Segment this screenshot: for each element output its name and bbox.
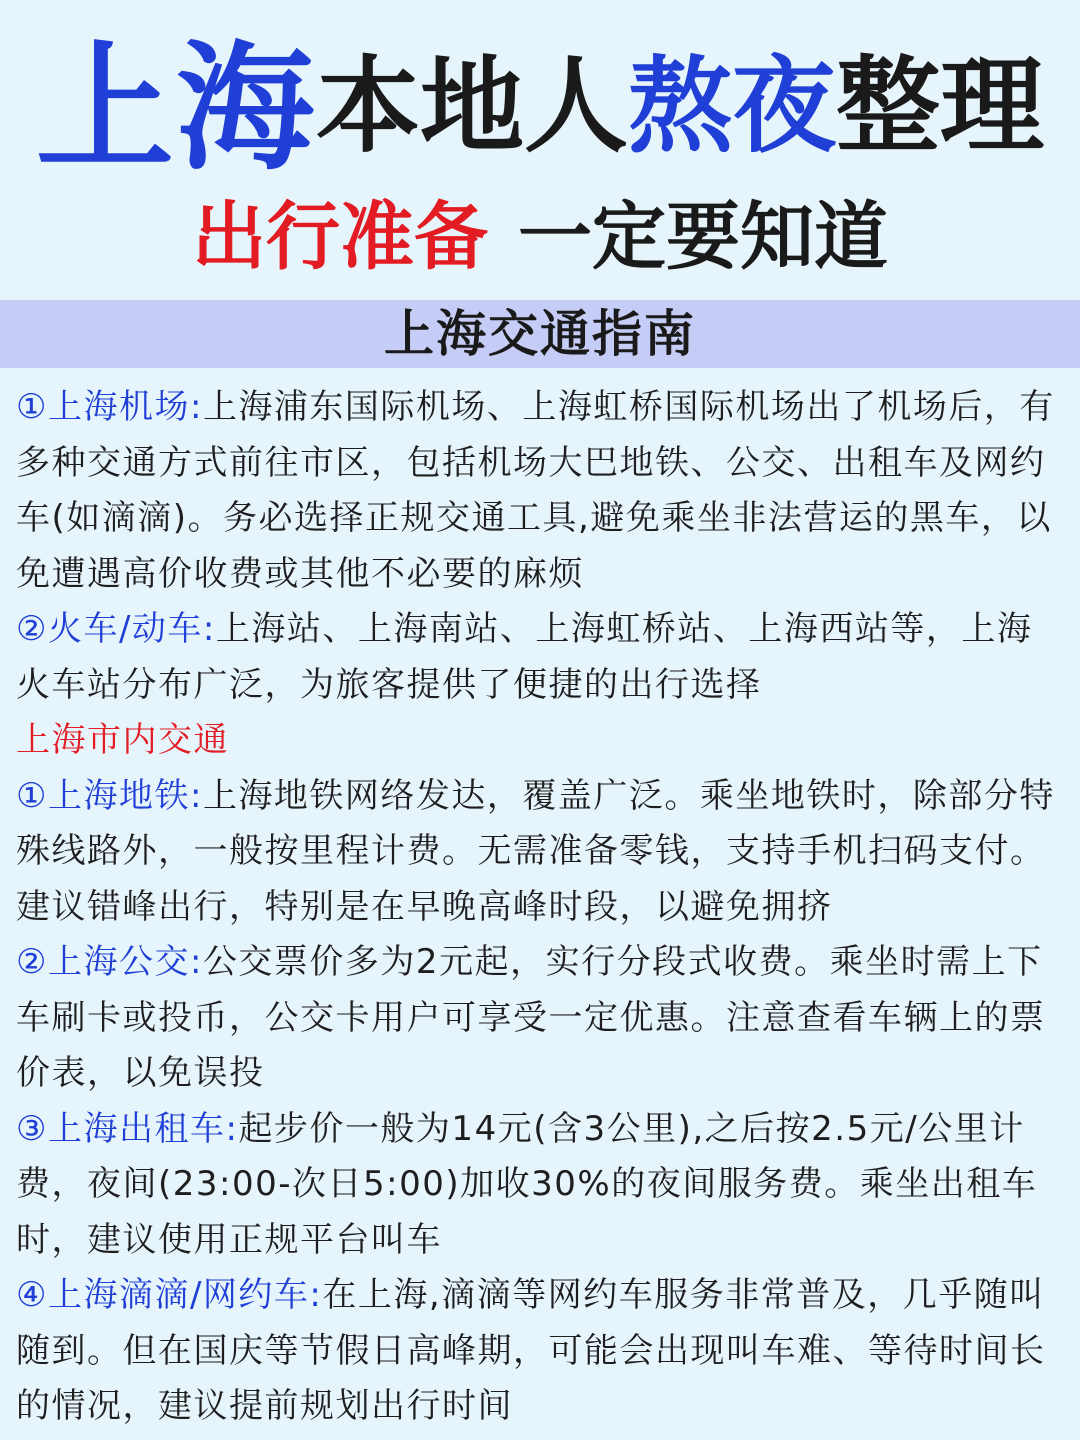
paragraph-didi bbox=[16, 1268, 1066, 1435]
text-taxi: 起步价一般为14元(含3公里),之后按2.5元/公里计费，夜间(23:00-次日5:00)加收30%的夜间服务费。乘坐出租车时，建议使用正规平台叫车 bbox=[16, 1108, 1038, 1260]
paragraph-taxi bbox=[16, 1102, 1066, 1269]
title-shanghai: 上海 bbox=[35, 28, 316, 189]
title-locals: 本地人 bbox=[315, 45, 628, 167]
text-train: 上海站、上海南站、上海虹桥站、上海西站等，上海火车站分布广泛，为旅客提供了便捷的出行选择 bbox=[16, 609, 1033, 705]
main-title bbox=[0, 14, 1080, 189]
heading-city-transport: 上海市内交通 bbox=[16, 720, 229, 760]
subtitle-black: 一定要知道 bbox=[518, 194, 888, 280]
paragraph-airport bbox=[16, 380, 1066, 602]
paragraph-bus bbox=[16, 935, 1066, 1102]
text-metro: 上海地铁网络发达，覆盖广泛。乘坐地铁时，除部分特殊线路外，一般按里程计费。无需准备零钱，支持手机扫码支付。建议错峰出行，特别是在早晚高峰时段，以避免拥挤 bbox=[16, 775, 1055, 927]
label-metro: ①上海地铁: bbox=[16, 775, 203, 816]
label-train: ②火车/动车: bbox=[16, 609, 216, 649]
text-bus: 公交票价多为2元起，实行分段式收费。乘坐时需上下车刷卡或投币，公交卡用户可享受一定优惠。注意查看车辆上的票价表，以免误投 bbox=[16, 942, 1046, 1093]
label-didi: ④上海滴滴/网约车: bbox=[16, 1275, 323, 1315]
guide-content bbox=[16, 380, 1066, 1435]
subtitle-red: 出行准备 bbox=[192, 194, 488, 280]
text-airport: 上海浦东国际机场、上海虹桥国际机场出了机场后，有多种交通方式前往市区，包括机场大巴地铁、公交、出租车及网约车(如滴滴)。务必选择正规交通工具,避免乘坐非法营运的黑车，以免遭遇高价收费或其他不必要的麻烦 bbox=[16, 387, 1055, 594]
paragraph-train bbox=[16, 602, 1066, 713]
subtitle bbox=[0, 192, 1080, 282]
label-bus: ②上海公交: bbox=[16, 942, 203, 982]
text-didi: 在上海,滴滴等网约车服务非常普及，几乎随叫随到。但在国庆等节假日高峰期，可能会出现叫车难、等待时间长的情况，建议提前规划出行时间 bbox=[16, 1275, 1046, 1426]
title-all-nighter: 熬夜 bbox=[628, 45, 837, 167]
label-airport: ①上海机场: bbox=[16, 387, 203, 427]
paragraph-metro bbox=[16, 769, 1066, 936]
title-compiled: 整理 bbox=[836, 45, 1045, 167]
label-taxi: ③上海出租车: bbox=[16, 1108, 239, 1149]
section-title-bar: 上海交通指南 bbox=[0, 300, 1080, 368]
